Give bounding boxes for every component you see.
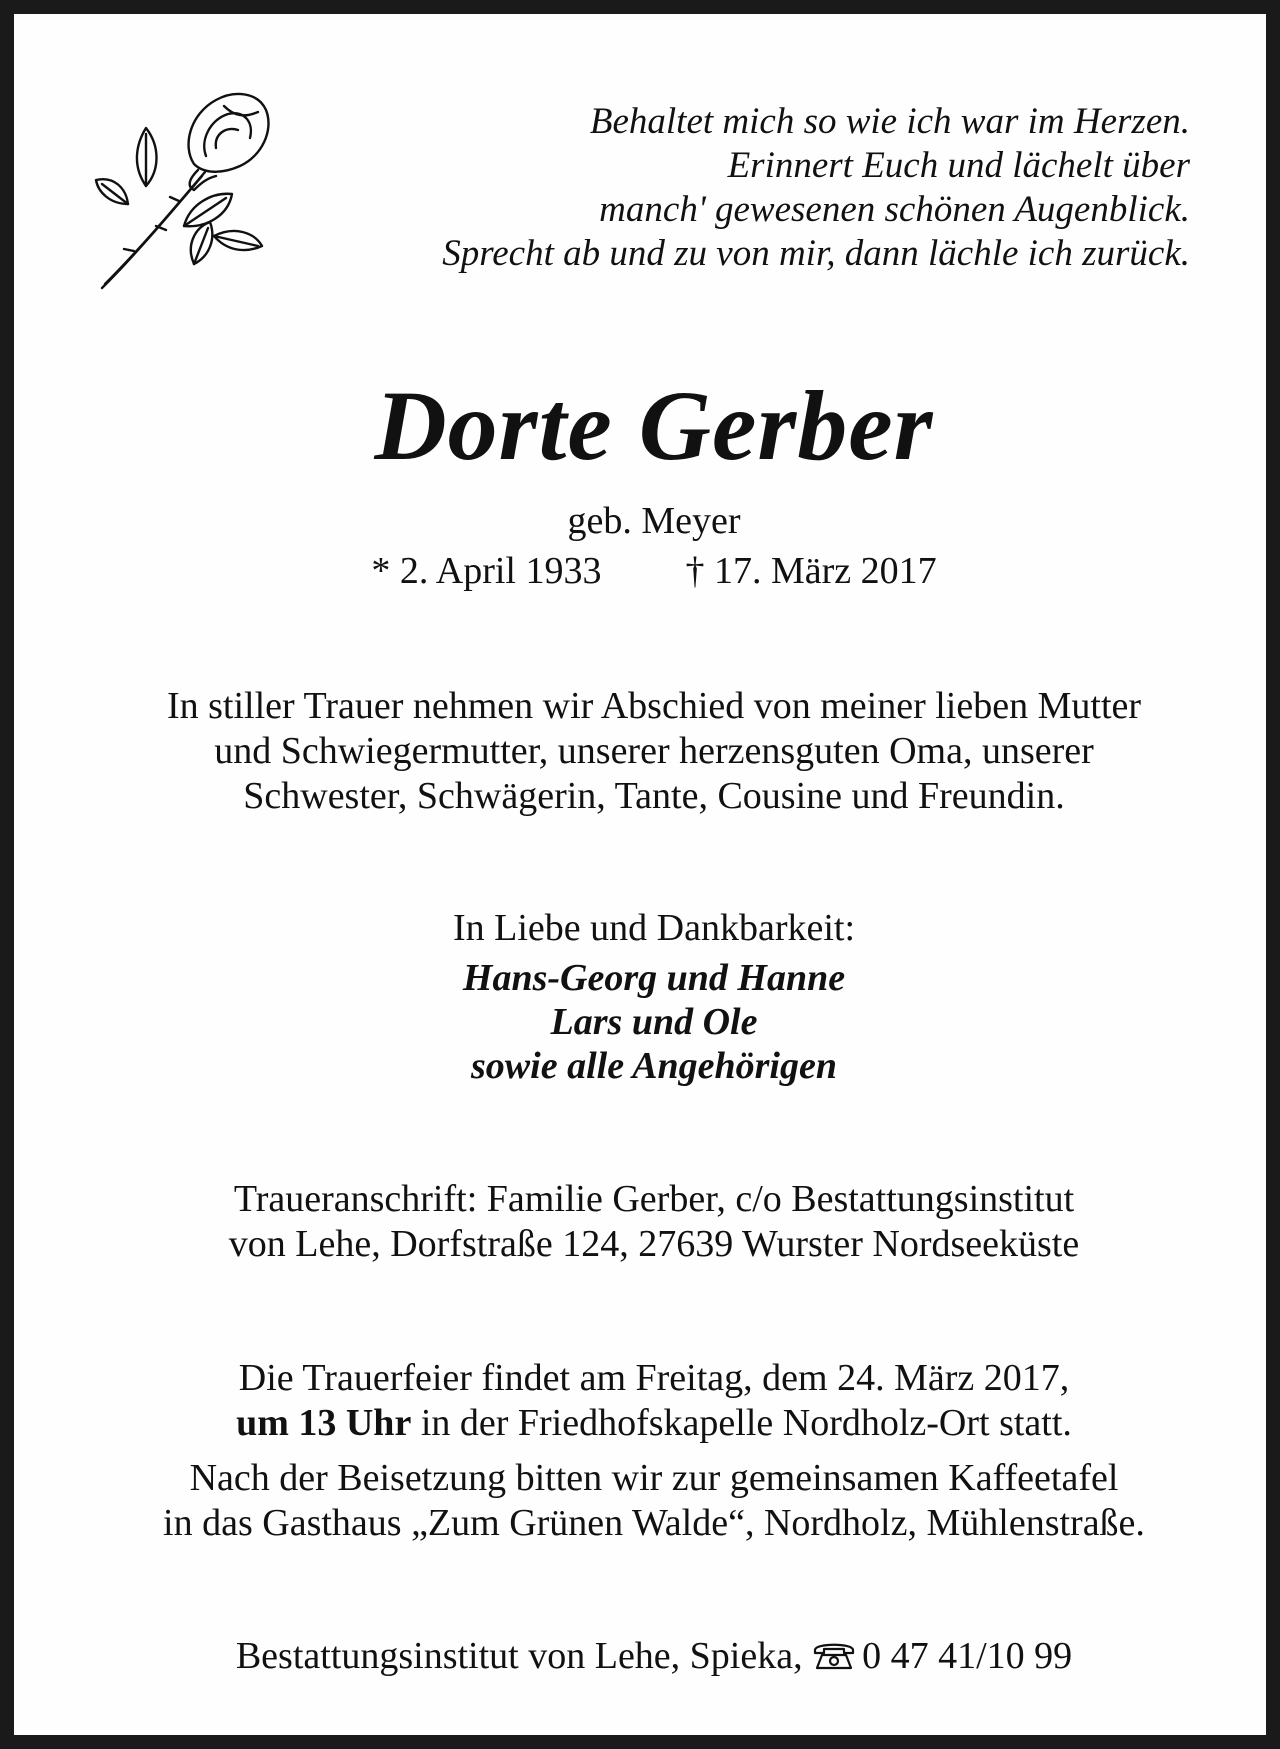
service-info xyxy=(14,1356,1280,1446)
funeral-home-phone: 0 47 41/10 99 xyxy=(862,1635,1073,1677)
mourners-intro xyxy=(14,906,1280,951)
announcement-line: Schwester, Schwägerin, Tante, Cousine und Freundin. xyxy=(243,775,1065,817)
mourner-line: Hans-Georg und Hanne xyxy=(462,957,846,999)
deceased-name: Dorte Gerber xyxy=(374,370,934,481)
service-location: in der Friedhofskapelle Nordholz-Ort statt. xyxy=(411,1402,1072,1444)
reception-line: in das Gasthaus „Zum Grünen Walde“, Nordholz, Mühlenstraße. xyxy=(163,1502,1145,1544)
poem-line: Erinnert Euch und lächelt über xyxy=(727,145,1190,186)
mourner-line: Lars und Ole xyxy=(550,1001,758,1043)
service-time: um 13 Uhr xyxy=(236,1402,412,1444)
mourning-address xyxy=(14,1177,1280,1267)
reception-info xyxy=(14,1456,1280,1546)
birth-name-text: geb. Meyer xyxy=(567,500,741,542)
address-line: Traueranschrift: Familie Gerber, c/o Bestattungsinstitut xyxy=(233,1178,1075,1220)
funeral-home xyxy=(14,1634,1280,1679)
announcement-line: In stiller Trauer nehmen wir Abschied von meiner lieben Mutter xyxy=(166,685,1142,727)
announcement-text xyxy=(14,684,1280,819)
mourners-intro-text: In Liebe und Dankbarkeit: xyxy=(452,907,856,949)
poem-line: manch' gewesenen schönen Augenblick. xyxy=(599,189,1190,230)
service-line: Die Trauerfeier findet am Freitag, dem 24. März 2017, xyxy=(238,1357,1070,1399)
poem-line: Behaltet mich so wie ich war im Herzen. xyxy=(589,101,1190,142)
address-line: von Lehe, Dorfstraße 124, 27639 Wurster Nordseeküste xyxy=(228,1223,1080,1265)
death-date: † 17. März 2017 xyxy=(685,550,937,592)
birth-date: * 2. April 1933 xyxy=(371,550,602,592)
mourner-line: sowie alle Angehörigen xyxy=(471,1045,837,1087)
reception-line: Nach der Beisetzung bitten wir zur gemeinsamen Kaffeetafel xyxy=(189,1457,1119,1499)
telephone-icon xyxy=(812,1639,856,1671)
poem-line: Sprecht ab und zu von mir, dann lächle ich zurück. xyxy=(442,233,1190,274)
poem-verse xyxy=(230,100,1190,276)
mourners-names xyxy=(14,956,1280,1088)
funeral-home-name: Bestattungsinstitut von Lehe, Spieka, xyxy=(235,1635,803,1677)
birth-name xyxy=(14,499,1280,543)
life-dates xyxy=(14,549,1280,593)
announcement-line: und Schwiegermutter, unserer herzensguten Oma, unserer xyxy=(214,730,1094,772)
